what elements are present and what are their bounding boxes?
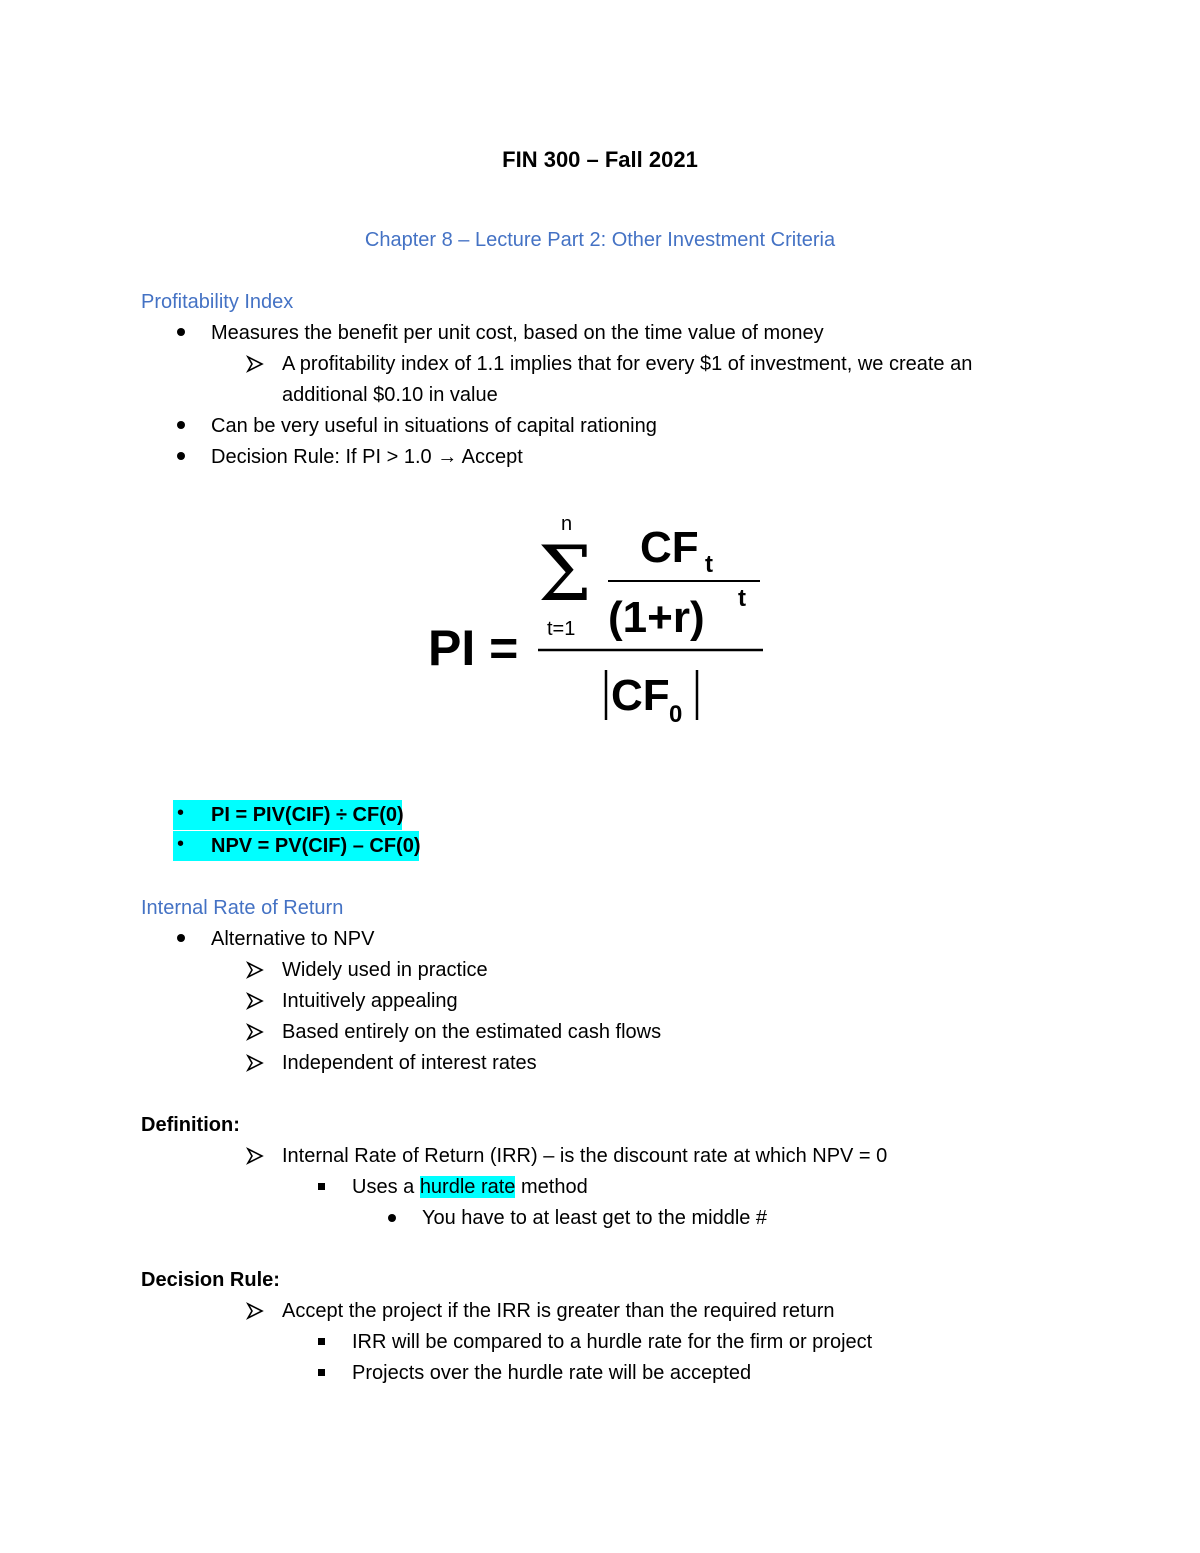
formula-lhs: PI =	[428, 620, 519, 676]
bullet-icon	[177, 328, 185, 336]
square-bullet-icon	[318, 1338, 325, 1345]
definition-subsub: You have to at least get to the middle #	[422, 1207, 768, 1229]
arrow-bullet-icon	[246, 355, 264, 373]
pi-sub-bullet-line-2: additional $0.10 in value	[282, 384, 498, 406]
irr-sub-2: Intuitively appealing	[282, 990, 458, 1012]
pi-formula	[425, 510, 775, 730]
npv-formula-text: NPV = PV(CIF) – CF(0)	[211, 835, 421, 857]
pi-bullet-1: Measures the benefit per unit cost, based on the time value of money	[211, 322, 824, 344]
arrow-bullet-icon	[246, 1054, 264, 1072]
decision-rule-sub-2: Projects over the hurdle rate will be accepted	[352, 1362, 752, 1384]
irr-bullet-1: Alternative to NPV	[211, 928, 375, 950]
irr-sub-1: Widely used in practice	[282, 959, 488, 981]
definition-sub-post: method	[515, 1176, 588, 1198]
irr-sub-3: Based entirely on the estimated cash flows	[282, 1021, 662, 1043]
pi-formula-text: PI = PIV(CIF) ÷ CF(0)	[211, 804, 404, 826]
small-bullet-icon: •	[177, 802, 185, 824]
sum-upper-limit: n	[561, 513, 573, 535]
square-bullet-icon	[318, 1183, 325, 1190]
irr-sub-4: Independent of interest rates	[282, 1052, 537, 1074]
bottom-subscript: 0	[669, 701, 683, 728]
definition-label: Definition:	[141, 1114, 240, 1136]
definition-sub-pre: Uses a	[352, 1176, 420, 1198]
denominator-superscript: t	[738, 585, 746, 612]
decision-rule-item: Accept the project if the IRR is greater than the required return	[282, 1300, 835, 1322]
small-bullet-icon: •	[177, 833, 185, 855]
document-title: FIN 300 – Fall 2021	[502, 147, 698, 172]
numerator-subscript: t	[705, 551, 713, 578]
arrow-bullet-icon	[246, 992, 264, 1010]
pi-bullet-2: Can be very useful in situations of capital rationing	[211, 415, 657, 437]
bullet-icon	[177, 421, 185, 429]
definition-sub	[352, 1175, 588, 1199]
bottom-cf: CF	[611, 671, 670, 720]
bullet-icon	[177, 934, 185, 942]
arrow-bullet-icon	[246, 1302, 264, 1320]
bullet-icon	[388, 1214, 396, 1222]
chapter-title: Chapter 8 – Lecture Part 2: Other Investment Criteria	[364, 229, 836, 251]
pi-bullet-3: Decision Rule: If PI > 1.0 → Accept	[211, 446, 523, 468]
sum-lower-limit: t=1	[547, 618, 576, 640]
decision-rule-label: Decision Rule:	[141, 1269, 280, 1291]
irr-heading: Internal Rate of Return	[141, 897, 344, 919]
arrow-bullet-icon	[246, 1023, 264, 1041]
square-bullet-icon	[318, 1369, 325, 1376]
pi-sub-bullet-line-1: A profitability index of 1.1 implies that for every $1 of investment, we create an	[282, 353, 973, 375]
bullet-icon	[177, 452, 185, 460]
arrow-bullet-icon	[246, 961, 264, 979]
pi-heading: Profitability Index	[141, 291, 294, 313]
hurdle-rate-highlight: hurdle rate	[419, 1176, 516, 1198]
sigma-symbol: Σ	[538, 529, 592, 618]
decision-rule-sub-1: IRR will be compared to a hurdle rate for the firm or project	[352, 1331, 873, 1353]
denominator-term: (1+r)	[608, 593, 705, 642]
arrow-bullet-icon	[246, 1147, 264, 1165]
numerator-cf: CF	[640, 523, 699, 572]
definition-item: Internal Rate of Return (IRR) – is the discount rate at which NPV = 0	[282, 1145, 888, 1167]
